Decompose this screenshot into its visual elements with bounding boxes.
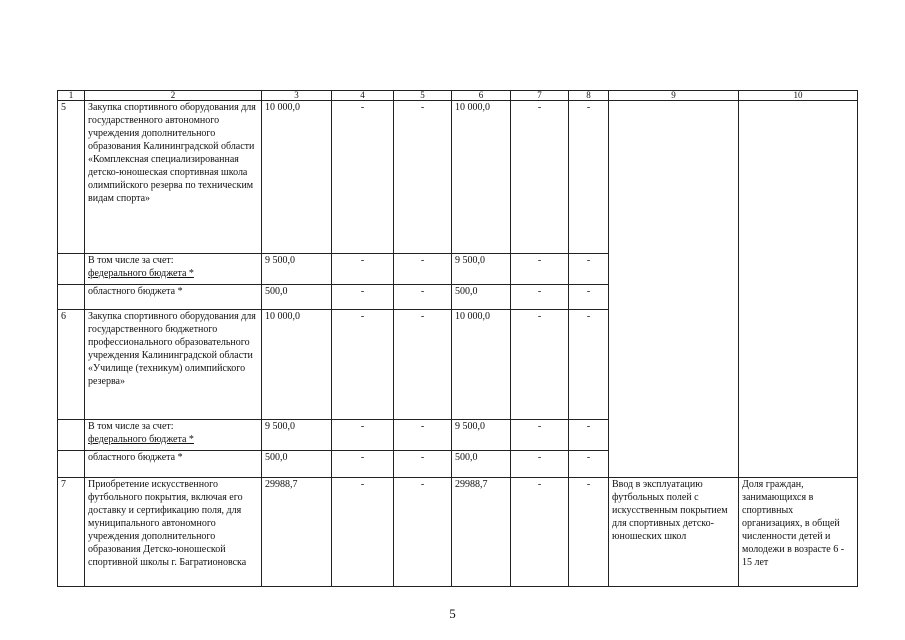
- cell-col5: -: [394, 420, 452, 451]
- cell-col5: -: [394, 451, 452, 478]
- cell-col3: 9 500,0: [262, 420, 332, 451]
- federal-label: В том числе за счет: федерального бюджета *: [85, 420, 262, 451]
- cell-col5: -: [394, 310, 452, 420]
- cell-col7: -: [511, 478, 569, 587]
- regional-label: областного бюджета *: [85, 451, 262, 478]
- row-name: Приобретение искусственного футбольного покрытия, включая его доставку и сертификацию поля, для муниципального автономного учреждения дополнительного образования Детско-юношеской спортивной школы г. Багратионовска: [85, 478, 262, 587]
- cell-col9-empty: [609, 101, 739, 478]
- cell-col8: -: [569, 451, 609, 478]
- cell-col8: -: [569, 101, 609, 254]
- cell-col5: -: [394, 478, 452, 587]
- cell-col6: 29988,7: [452, 478, 511, 587]
- page-number: 5: [449, 606, 456, 621]
- cell-col6: 500,0: [452, 451, 511, 478]
- cell-col3: 10 000,0: [262, 101, 332, 254]
- cell-col4: -: [332, 420, 394, 451]
- cell-col3: 9 500,0: [262, 254, 332, 285]
- column-header-7: 7: [511, 91, 569, 101]
- cell-col4: -: [332, 254, 394, 285]
- cell-col3: 10 000,0: [262, 310, 332, 420]
- cell-col8: -: [569, 285, 609, 310]
- cell-col7: -: [511, 310, 569, 420]
- cell-col8: -: [569, 478, 609, 587]
- cell-col3: 29988,7: [262, 478, 332, 587]
- table-row: [58, 101, 858, 254]
- cell-col7: -: [511, 254, 569, 285]
- cell-col4: -: [332, 285, 394, 310]
- column-header-1: 1: [58, 91, 85, 101]
- column-header-8: 8: [569, 91, 609, 101]
- cell-col4: -: [332, 478, 394, 587]
- column-number-row: [58, 91, 858, 101]
- column-header-6: 6: [452, 91, 511, 101]
- cell-col7: -: [511, 451, 569, 478]
- cell-col8: -: [569, 310, 609, 420]
- cell-col8: -: [569, 254, 609, 285]
- cell-col4: -: [332, 310, 394, 420]
- cell-col7: -: [511, 285, 569, 310]
- program-table: [57, 90, 858, 587]
- cell-col9: Ввод в эксплуатацию футбольных полей с искусственным покрытием для спортивных детско-юношеских школ: [609, 478, 739, 587]
- cell-col6: 10 000,0: [452, 101, 511, 254]
- row-number: 7: [58, 478, 85, 587]
- cell-col4: -: [332, 451, 394, 478]
- column-header-2: 2: [85, 91, 262, 101]
- cell-col5: -: [394, 254, 452, 285]
- row-name: Закупка спортивного оборудования для государственного автономного учреждения дополнительного образования Калининградской области «Комплексная специализированная детско-юношеская спортивная школа олимпийского резерва по техническим видам спорта»: [85, 101, 262, 254]
- row-number: 5: [58, 101, 85, 254]
- cell-col3: 500,0: [262, 285, 332, 310]
- cell-col5: -: [394, 285, 452, 310]
- regional-label: областного бюджета *: [85, 285, 262, 310]
- cell-col7: -: [511, 420, 569, 451]
- table-row: [58, 478, 858, 587]
- cell-col7: -: [511, 101, 569, 254]
- cell-col6: 9 500,0: [452, 420, 511, 451]
- cell-col10: Доля граждан, занимающихся в спортивных организациях, в общей численности детей и молодежи в возрасте 6 - 15 лет: [739, 478, 858, 587]
- column-header-5: 5: [394, 91, 452, 101]
- column-header-9: 9: [609, 91, 739, 101]
- cell-col6: 500,0: [452, 285, 511, 310]
- cell-col3: 500,0: [262, 451, 332, 478]
- column-header-3: 3: [262, 91, 332, 101]
- cell-col8: -: [569, 420, 609, 451]
- cell-col6: 9 500,0: [452, 254, 511, 285]
- column-header-4: 4: [332, 91, 394, 101]
- row-name: Закупка спортивного оборудования для государственного бюджетного профессионального образовательного учреждения Калининградской области «Училище (техникум) олимпийского резерва»: [85, 310, 262, 420]
- federal-label: В том числе за счет: федерального бюджета *: [85, 254, 262, 285]
- cell-col5: -: [394, 101, 452, 254]
- cell-col10-empty: [739, 101, 858, 478]
- cell-col4: -: [332, 101, 394, 254]
- column-header-10: 10: [739, 91, 858, 101]
- row-number: 6: [58, 310, 85, 420]
- cell-col6: 10 000,0: [452, 310, 511, 420]
